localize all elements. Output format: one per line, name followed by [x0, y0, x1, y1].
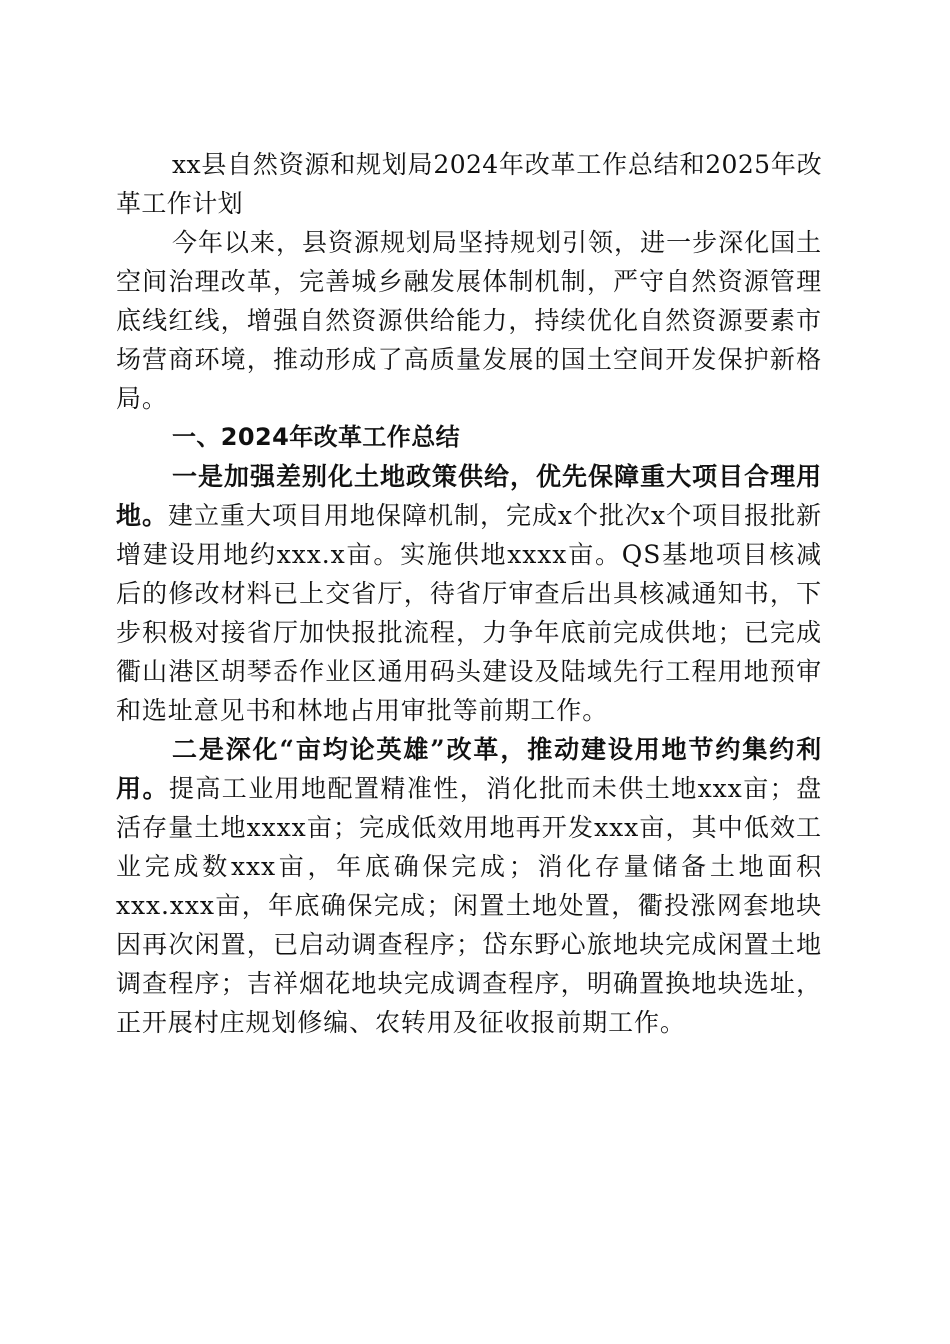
- item-1-lead: 一是加强差别化土地政策供给，优先保障重大项目合理用地。: [116, 462, 822, 530]
- intro-paragraph: 今年以来，县资源规划局坚持规划引领，进一步深化国土空间治理改革，完善城乡融发展体制机制，严守自然资源管理底线红线，增强自然资源供给能力，持续优化自然资源要素市场营商环境，推动形成了高质量发展的国土空间开发保护新格局。: [116, 228, 822, 413]
- section-heading: 一、2024年改革工作总结: [172, 423, 460, 451]
- item-1-body: 建立重大项目用地保障机制，完成x个批次x个项目报批新增建设用地约xxx.x亩。实施供地xxxx亩。QS基地项目核减后的修改材料已上交省厅，待省厅审查后出具核减通知书，下步积极对接省厅加快报批流程，力争年底前完成供地；已完成衢山港区胡琴岙作业区通用码头建设及陆域先行工程用地预审和选址意见书和林地占用审批等前期工作。: [116, 501, 822, 725]
- item-2-paragraph: [116, 730, 822, 1042]
- document-title: xx县自然资源和规划局2024年改革工作总结和2025年改革工作计划: [116, 150, 822, 218]
- item-2-body: 提高工业用地配置精准性，消化批而未供土地xxx亩；盘活存量土地xxxx亩；完成低效用地再开发xxx亩，其中低效工业完成数xxx亩，年底确保完成；消化存量储备土地面积xxx.xxx亩，年底确保完成；闲置土地处置，衢投涨网套地块因再次闲置，已启动调查程序；岱东野心旅地块完成闲置土地调查程序；吉祥烟花地块完成调查程序，明确置换地块选址，正开展村庄规划修编、农转用及征收报前期工作。: [116, 774, 822, 1037]
- item-1-paragraph: [116, 457, 822, 730]
- document-body: [116, 145, 822, 1042]
- item-2-lead: 二是深化“亩均论英雄”改革，推动建设用地节约集约利用。: [116, 735, 822, 803]
